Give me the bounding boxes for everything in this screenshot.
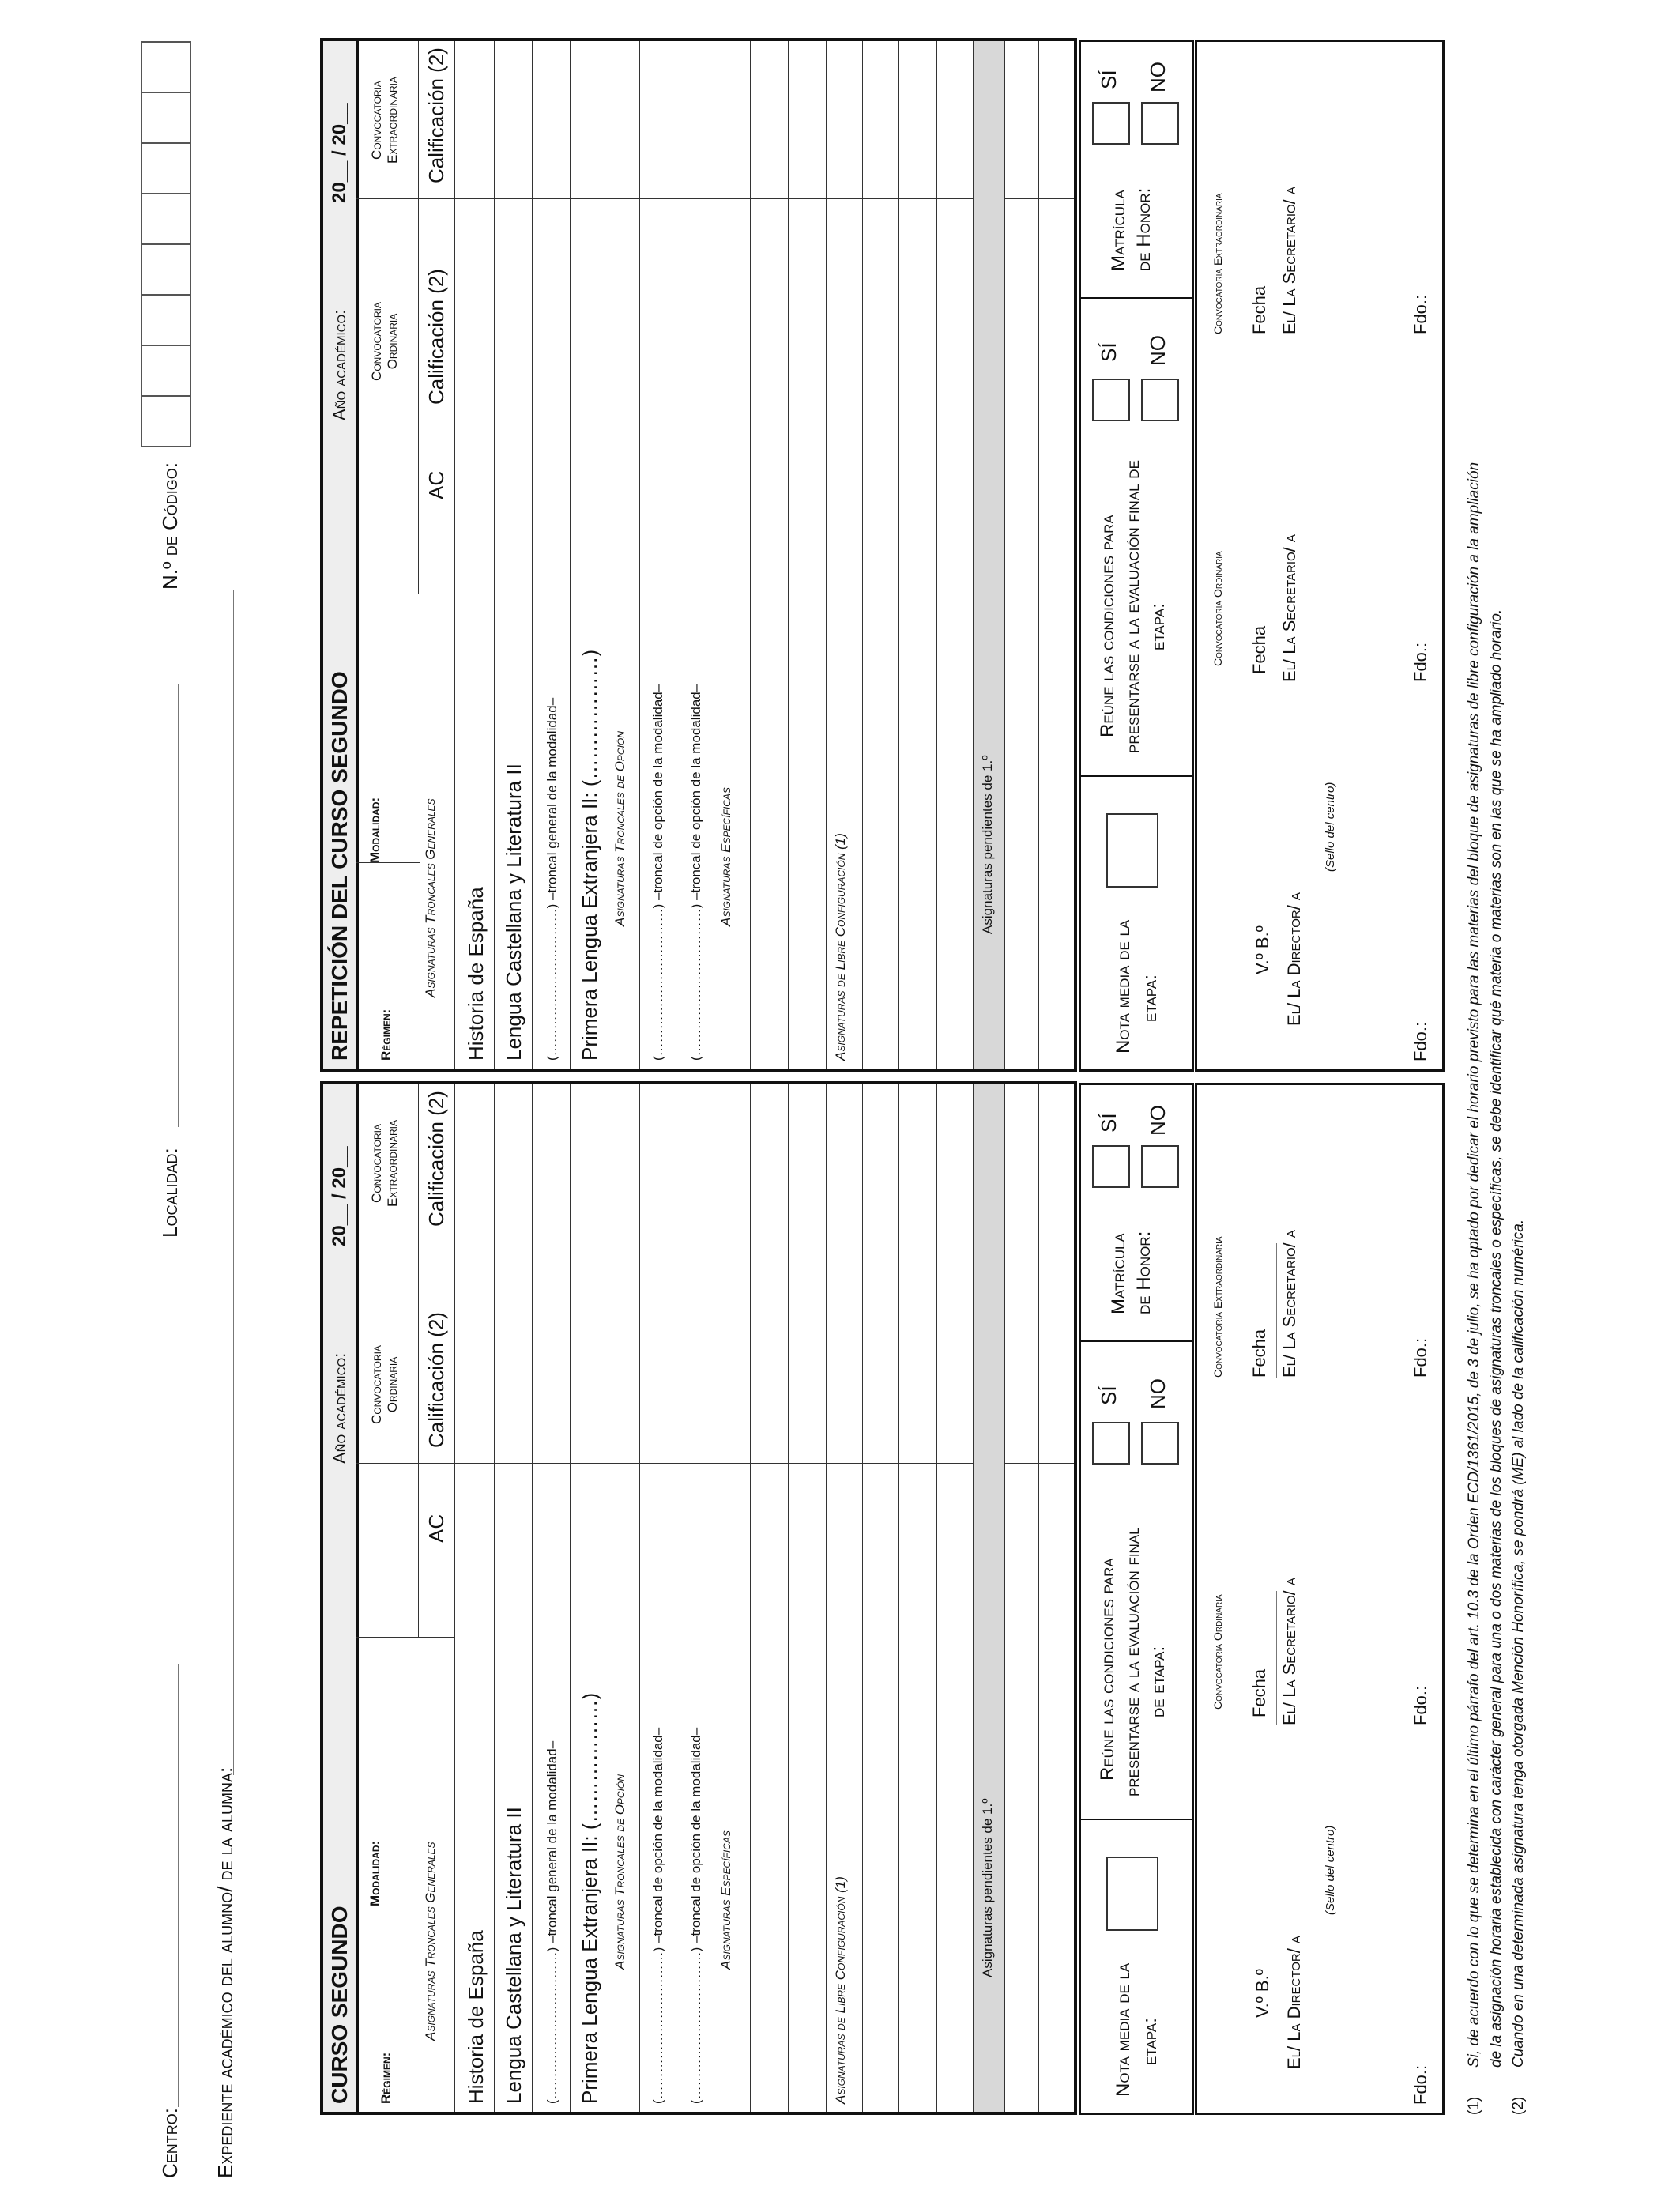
expediente-label: Expediente académico del alumno/ de la alumna: — [213, 1766, 237, 2178]
footnote-1-number: (1) — [1466, 2096, 1482, 2115]
right-calificacion-ord: Calificación (2) — [424, 269, 448, 405]
right-fdo-ord: Fdo.: — [1411, 642, 1430, 682]
left-matricula-2: de Honor: — [1133, 1231, 1155, 1314]
right-pendientes: Asignaturas pendientes de 1.º — [980, 755, 995, 934]
right-fdo-ext: Fdo.: — [1411, 294, 1430, 334]
right-row-troncal-opcion-1: (……………………………) –troncal de opción de la modalidad– — [650, 684, 665, 1061]
right-signature-box — [1195, 40, 1445, 1072]
left-calificacion-ext: Calificación (2) — [424, 1091, 448, 1227]
footnote-1-line-1: Si, de acuerdo con lo que se determina en el último párrafo del art. 10.3 de la Orden ECD/1361/2015, de 3 de julio, se ha optado por dedicar el horario previsto para las materias del bloque de asignaturas de libre configuración a la ampliación — [1466, 462, 1482, 2068]
centro-label: Centro: — [158, 2108, 182, 2178]
centro-line[interactable] — [178, 1664, 179, 2107]
right-conv-ord: Convocatoria Ordinaria — [1211, 551, 1224, 666]
left-ordinaria-label: Convocatoria Ordinaria — [369, 1345, 400, 1424]
left-reune-no-label: NO — [1146, 1378, 1170, 1409]
right-row-troncal-opcion-2: (……………………………) –troncal de opción de la modalidad– — [688, 684, 703, 1061]
right-modalidad-label: Modalidad: — [367, 797, 382, 863]
left-row-troncal-opcion-2: (……………………………) –troncal de opción de la modalidad– — [688, 1727, 703, 2104]
right-sello: (Sello del centro) — [1324, 782, 1337, 872]
right-regimen-label: Régimen: — [379, 1008, 394, 1061]
right-table-title: REPETICIÓN DEL CURSO SEGUNDO — [327, 671, 352, 1061]
right-reune-no-label: NO — [1146, 335, 1170, 366]
left-especificas: Asignaturas Específicas — [718, 1830, 733, 1970]
left-matricula-no-label: NO — [1146, 1105, 1170, 1136]
right-especificas: Asignaturas Específicas — [718, 787, 733, 926]
expediente-line[interactable] — [233, 590, 234, 1775]
left-reune-2: presentarse a la evaluación final — [1122, 1527, 1143, 1796]
right-calificacion-ext: Calificación (2) — [424, 47, 448, 183]
left-fecha-ord: Fecha — [1249, 1668, 1269, 1717]
right-reune-2: presentarse a la evaluación final de — [1122, 460, 1143, 753]
right-troncales-generales: Asignaturas Troncales Generales — [423, 798, 438, 997]
right-matricula-1: Matrícula — [1108, 190, 1129, 271]
right-evaluation-box — [1079, 40, 1194, 1072]
right-secretario-ext: El/ La Secretario/ a — [1279, 187, 1299, 334]
right-troncales-opcion: Asignaturas Troncales de Opción — [612, 731, 627, 926]
codigo-boxes[interactable] — [141, 41, 191, 447]
right-reune-si-label: SÍ — [1097, 342, 1121, 362]
right-row-historia: Historia de España — [464, 887, 488, 1061]
right-nota-media-input[interactable] — [1106, 813, 1158, 888]
footnote-2-text: Cuando en una determinada asignatura tenga otorgada Mención Honorífica, se pondrá (ME) al lado de la calificación numérica. — [1510, 1219, 1527, 2068]
left-matricula-1: Matrícula — [1108, 1233, 1129, 1314]
left-director: El/ La Director/ a — [1284, 1936, 1304, 2069]
left-sello: (Sello del centro) — [1324, 1825, 1337, 1915]
right-matricula-no-checkbox[interactable] — [1141, 102, 1179, 145]
right-conv-ext: Convocatoria Extraordinaria — [1211, 193, 1224, 334]
right-libre-configuracion: Asignaturas de Libre Configuración (1) — [833, 833, 848, 1061]
left-extraordinaria-label: Convocatoria Extraordinaria — [369, 1119, 400, 1208]
left-fecha-ext: Fecha — [1249, 1329, 1269, 1378]
left-conv-ext: Convocatoria Extraordinaria — [1211, 1236, 1224, 1378]
left-reune-si-label: SÍ — [1097, 1385, 1121, 1405]
right-reune-1: Reúne las condiciones para — [1097, 515, 1118, 737]
right-fdo-director: Fdo.: — [1411, 1021, 1430, 1061]
right-row-lengua: Lengua Castellana y Literatura II — [502, 763, 525, 1061]
left-matricula-no-checkbox[interactable] — [1141, 1145, 1179, 1188]
left-evaluation-box — [1079, 1083, 1194, 2115]
left-ac-label: AC — [424, 1514, 448, 1543]
left-nota-media-1: Nota media de la — [1113, 1962, 1134, 2097]
left-fdo-ord: Fdo.: — [1411, 1685, 1430, 1725]
left-reune-si-checkbox[interactable] — [1092, 1422, 1130, 1465]
localidad-line[interactable] — [178, 684, 179, 1127]
left-reune-3: de etapa: — [1147, 1646, 1169, 1717]
right-matricula-2: de Honor: — [1133, 187, 1155, 271]
left-course-table — [320, 1081, 1077, 2115]
left-anio-value[interactable]: 20__ / 20__ — [329, 1146, 350, 1246]
left-table-title: CURSO SEGUNDO — [327, 1906, 352, 2104]
left-fdo-ext: Fdo.: — [1411, 1337, 1430, 1378]
right-secretario-ord: El/ La Secretario/ a — [1279, 534, 1299, 682]
right-nota-media-2: etapa: — [1139, 974, 1161, 1022]
right-anio-label: Año académico: — [330, 309, 349, 420]
right-fecha-ext: Fecha — [1249, 285, 1269, 334]
left-reune-1: Reúne las condiciones para — [1097, 1558, 1118, 1781]
right-course-table — [320, 38, 1077, 1072]
right-anio-value[interactable]: 20__ / 20__ — [329, 103, 350, 203]
left-matricula-si-checkbox[interactable] — [1092, 1145, 1130, 1188]
right-reune-no-checkbox[interactable] — [1141, 379, 1179, 421]
right-extraordinaria-label: Convocatoria Extraordinaria — [369, 76, 400, 164]
left-reune-no-checkbox[interactable] — [1141, 1422, 1179, 1465]
right-fecha-ord: Fecha — [1249, 625, 1269, 674]
left-row-primera-lengua: Primera Lengua Extranjera II: (………………) — [578, 1692, 601, 2104]
right-director: El/ La Director/ a — [1284, 892, 1304, 1026]
right-ordinaria-label: Convocatoria Ordinaria — [369, 302, 400, 381]
right-nota-media-1: Nota media de la — [1113, 919, 1134, 1054]
right-matricula-si-label: SÍ — [1097, 70, 1121, 89]
codigo-label: N.º de Código: — [158, 462, 182, 590]
left-pendientes: Asignaturas pendientes de 1.º — [980, 1798, 995, 1977]
left-secretario-ord: El/ La Secretario/ a — [1279, 1578, 1299, 1725]
left-conv-ord: Convocatoria Ordinaria — [1211, 1594, 1224, 1710]
right-matricula-no-label: NO — [1146, 62, 1170, 92]
right-row-primera-lengua: Primera Lengua Extranjera II: (………………) — [578, 649, 601, 1061]
right-reune-si-checkbox[interactable] — [1092, 379, 1130, 421]
right-vb: V.º B.º — [1252, 925, 1272, 974]
left-regimen-label: Régimen: — [379, 2052, 394, 2104]
left-row-troncal-opcion-1: (……………………………) –troncal de opción de la modalidad– — [650, 1727, 665, 2104]
left-signature-box — [1195, 1083, 1445, 2115]
left-row-troncal-general: (……………………………) –troncal general de la modalidad– — [544, 1740, 559, 2104]
left-row-historia: Historia de España — [464, 1930, 488, 2104]
left-troncales-generales: Asignaturas Troncales Generales — [423, 1842, 438, 2041]
left-row-lengua: Lengua Castellana y Literatura II — [502, 1807, 525, 2104]
right-reune-3: etapa: — [1147, 603, 1169, 650]
footnote-1-line-2: de la asignación horaria establecida con carácter general para una o dos materias de los bloques de asignaturas troncales o específicas, se debe identificar qué materia o materias son en las que se ha ampliado horario. — [1488, 609, 1505, 2068]
right-matricula-si-checkbox[interactable] — [1092, 102, 1130, 145]
left-vb: V.º B.º — [1252, 1969, 1272, 2018]
left-nota-media-2: etapa: — [1139, 2018, 1161, 2065]
left-fdo-director: Fdo.: — [1411, 2064, 1430, 2105]
left-troncales-opcion: Asignaturas Troncales de Opción — [612, 1774, 627, 1970]
footnote-2-number: (2) — [1510, 2096, 1527, 2115]
right-row-troncal-general: (……………………………) –troncal general de la modalidad– — [544, 697, 559, 1061]
left-calificacion-ord: Calificación (2) — [424, 1312, 448, 1448]
left-secretario-ext: El/ La Secretario/ a — [1279, 1230, 1299, 1378]
left-libre-configuracion: Asignaturas de Libre Configuración (1) — [833, 1876, 848, 2104]
localidad-label: Localidad: — [158, 1148, 182, 1238]
left-nota-media-input[interactable] — [1106, 1857, 1158, 1931]
left-matricula-si-label: SÍ — [1097, 1113, 1121, 1133]
right-ac-label: AC — [424, 470, 448, 499]
left-modalidad-label: Modalidad: — [367, 1840, 382, 1906]
left-anio-label: Año académico: — [330, 1352, 349, 1464]
